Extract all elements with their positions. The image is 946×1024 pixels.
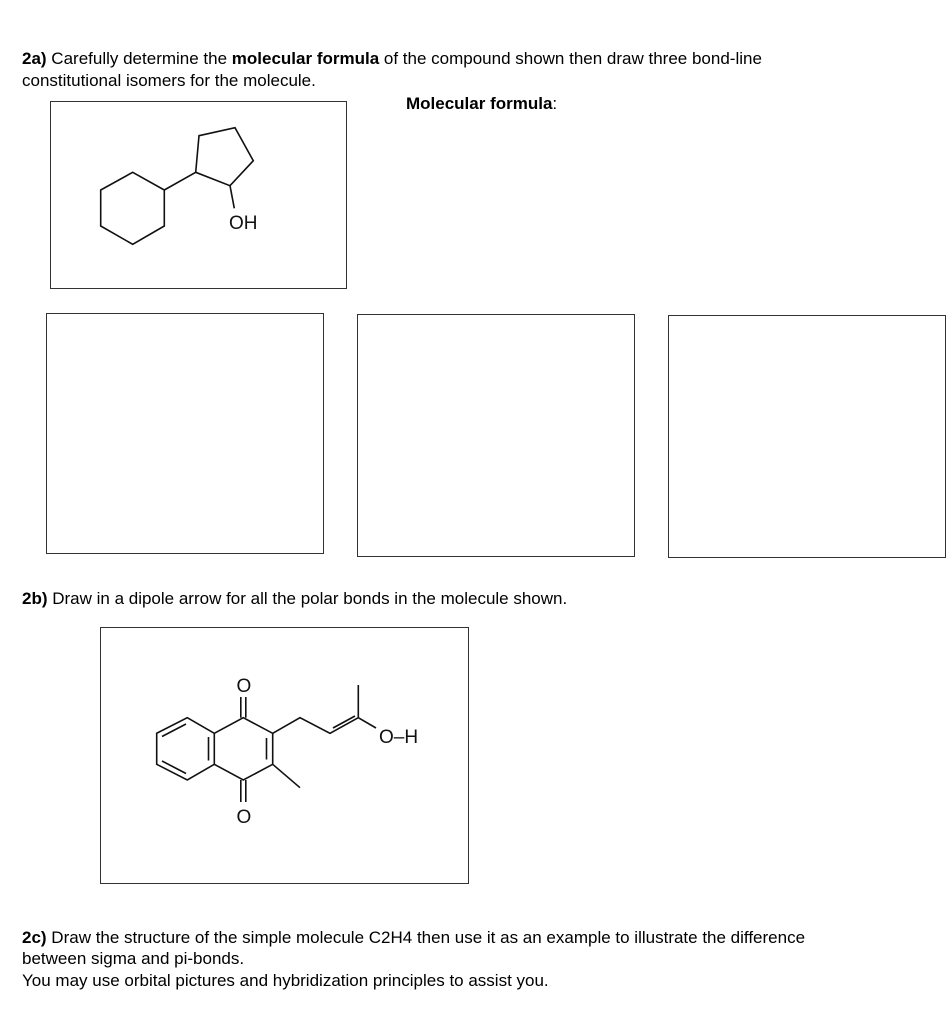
- oxygen-bottom-label: O: [236, 807, 252, 828]
- hydroxyl-label: O–H: [379, 727, 419, 748]
- question-number: 2b): [22, 589, 48, 608]
- side-chain: [273, 685, 359, 733]
- text: Carefully determine the: [46, 49, 232, 68]
- text: Draw the structure of the simple molecule C2H4 then use it as an example to illustrate the difference: [46, 928, 806, 947]
- quinone-ring: [214, 718, 272, 780]
- label: Molecular formula: [406, 94, 553, 113]
- text: of the compound shown then draw three bond-line: [379, 49, 762, 68]
- cyclohexyl-cyclopentanol-structure: [101, 128, 258, 245]
- colon: :: [552, 94, 558, 113]
- question-2a-line2: constitutional isomers for the molecule.: [22, 71, 316, 90]
- question-number: 2c): [22, 928, 47, 947]
- c-o-bond: [230, 186, 234, 209]
- methyl-bond: [273, 764, 300, 787]
- oxygen-top-label: O: [236, 676, 252, 697]
- ring-bond: [164, 172, 195, 190]
- aromatic-double-bond: [162, 724, 186, 737]
- text: Draw in a dipole arrow for all the polar bonds in the molecule shown.: [47, 589, 568, 608]
- aromatic-double-bond: [162, 761, 186, 774]
- question-number: 2a): [22, 49, 47, 68]
- question-2c-line2: between sigma and pi-bonds.: [22, 949, 245, 968]
- question-2c-line3: You may use orbital pictures and hybridization principles to assist you.: [22, 971, 549, 990]
- cyclopentane-ring: [196, 128, 254, 186]
- bold-text: molecular formula: [231, 49, 380, 68]
- benzene-ring: [157, 718, 215, 780]
- cyclohexane-ring: [101, 172, 165, 244]
- c-o-bond: [358, 718, 376, 728]
- hydroxyl-label: OH: [229, 213, 258, 234]
- naphthoquinone-structure: [157, 676, 418, 828]
